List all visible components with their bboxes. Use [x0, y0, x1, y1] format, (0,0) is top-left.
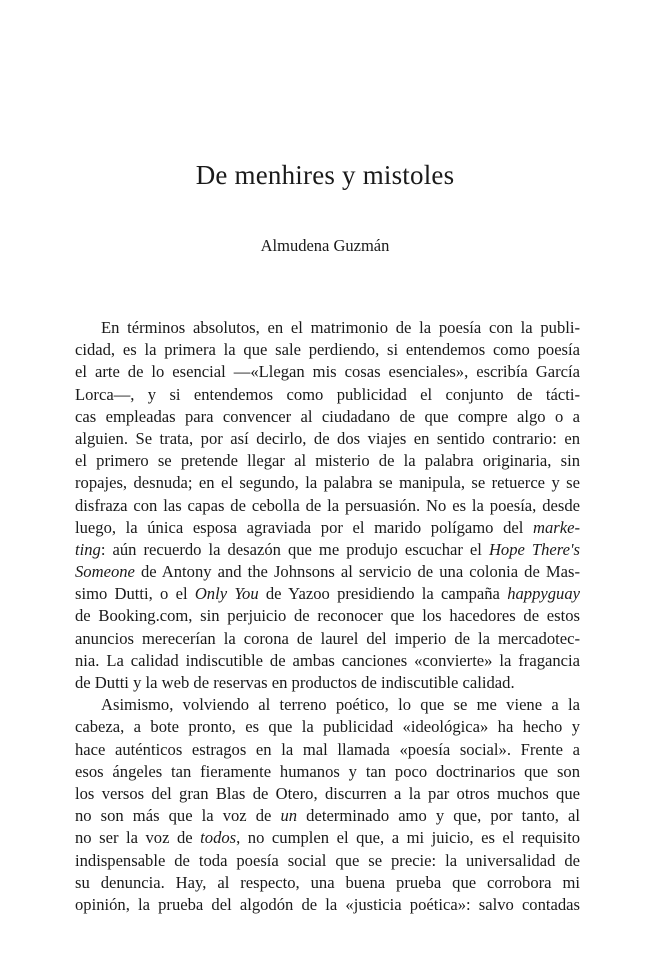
text-run: nia. La calidad indiscutible de ambas canciones «convierte» la fragancia [75, 650, 580, 670]
italic-text: marke- [533, 517, 580, 537]
text-run: alguien. Se trata, por así decirlo, de dos viajes en sentido contrario: en [75, 428, 580, 448]
text-run: su denuncia. Hay, al respecto, una buena prueba que corrobora mi [75, 872, 580, 892]
text-run: no ser la voz de [75, 828, 201, 848]
text-line [75, 872, 580, 894]
text-line [75, 561, 580, 583]
text-line [75, 783, 580, 805]
text-line [75, 716, 580, 738]
article-title: De menhires y mistoles [195, 160, 455, 190]
text-line [75, 894, 580, 916]
text-line [75, 317, 580, 339]
text-line [75, 384, 580, 406]
text-run: anuncios merecerían la corona de laurel del imperio de la mercadotec- [75, 628, 580, 648]
article-body [75, 317, 580, 916]
text-run: cidad, es la primera la que sale perdiendo, si entendemos como poesía [75, 340, 580, 360]
text-line [75, 650, 580, 672]
text-line [75, 694, 580, 716]
text-line [75, 761, 580, 783]
text-run: disfraza con las capas de cebolla de la persuasión. No es la poesía, desde [75, 495, 580, 515]
text-run: de Yazoo presidiendo la campaña [258, 584, 508, 604]
text-line [75, 472, 580, 494]
text-run: los versos del gran Blas de Otero, discurren a la par otros muchos que [75, 783, 580, 803]
text-run: el arte de lo esencial —«Llegan mis cosas esenciales», escribía García [75, 362, 580, 382]
text-run: de Dutti y la web de reservas en productos de indiscutible calidad. [75, 673, 515, 692]
text-line [75, 361, 580, 383]
text-run: , no cumplen el que, a mi juicio, es el requisito [236, 828, 580, 848]
article-author: Almudena Guzmán [260, 236, 390, 255]
text-line [75, 827, 580, 849]
text-line [75, 539, 580, 561]
text-run: En términos absolutos, en el matrimonio de la poesía con la publi- [101, 318, 580, 337]
text-line [75, 495, 580, 517]
text-run: cas empleadas para convencer al ciudadano de que compre algo o a [75, 406, 580, 426]
text-run: opinión, la prueba del algodón de la «justicia poética»: salvo contadas [75, 894, 580, 914]
text-run: determinado amo y que, por tanto, al [297, 806, 580, 826]
italic-text: happyguay [507, 584, 580, 604]
text-line [75, 583, 580, 605]
text-run: hace auténticos estragos en la mal llamada «poesía social». Frente a [75, 739, 580, 759]
italic-text: Someone [75, 562, 135, 582]
text-run: de Antony and the Johnsons al servicio de una colonia de Mas- [134, 562, 580, 582]
text-line [75, 450, 580, 472]
text-line [75, 517, 580, 539]
text-line [75, 805, 580, 827]
text-run: de Booking.com, sin perjuicio de reconocer que los hacedores de estos [75, 606, 580, 626]
text-line [75, 428, 580, 450]
text-line [75, 850, 580, 872]
text-line [75, 339, 580, 361]
text-run: : aún recuerdo la desazón que me produjo escuchar el [100, 539, 489, 559]
text-line [75, 406, 580, 428]
text-run: el primero se pretende llegar al misterio de la palabra originaria, sin [75, 451, 580, 471]
text-run: Asimismo, volviendo al terreno poético, lo que se me viene a la [101, 695, 580, 715]
text-run: luego, la única esposa agraviada por el marido polígamo del [75, 517, 533, 537]
text-line [75, 739, 580, 761]
text-line [75, 628, 580, 650]
text-run: esos ángeles tan fieramente humanos y tan poco doctrinarios que son [75, 761, 580, 781]
italic-text: Only You [194, 584, 259, 604]
text-run: indispensable de toda poesía social que se precie: la universalidad de [75, 850, 580, 870]
text-run: Lorca—, y si entendemos como publicidad el conjunto de tácti- [75, 384, 580, 404]
italic-text: todos [200, 828, 237, 848]
italic-text: un [280, 806, 298, 826]
text-line [75, 605, 580, 627]
italic-text: Hope There's [488, 539, 580, 559]
text-run: cabeza, a bote pronto, es que la publicidad «ideológica» ha hecho y [75, 717, 580, 737]
text-run: ropajes, desnuda; en el segundo, la palabra se manipula, se retuerce y se [75, 473, 580, 493]
text-run: simo Dutti, o el [75, 584, 195, 604]
text-run: no son más que la voz de [75, 806, 281, 826]
italic-text: ting [75, 539, 101, 559]
text-line [75, 672, 580, 694]
